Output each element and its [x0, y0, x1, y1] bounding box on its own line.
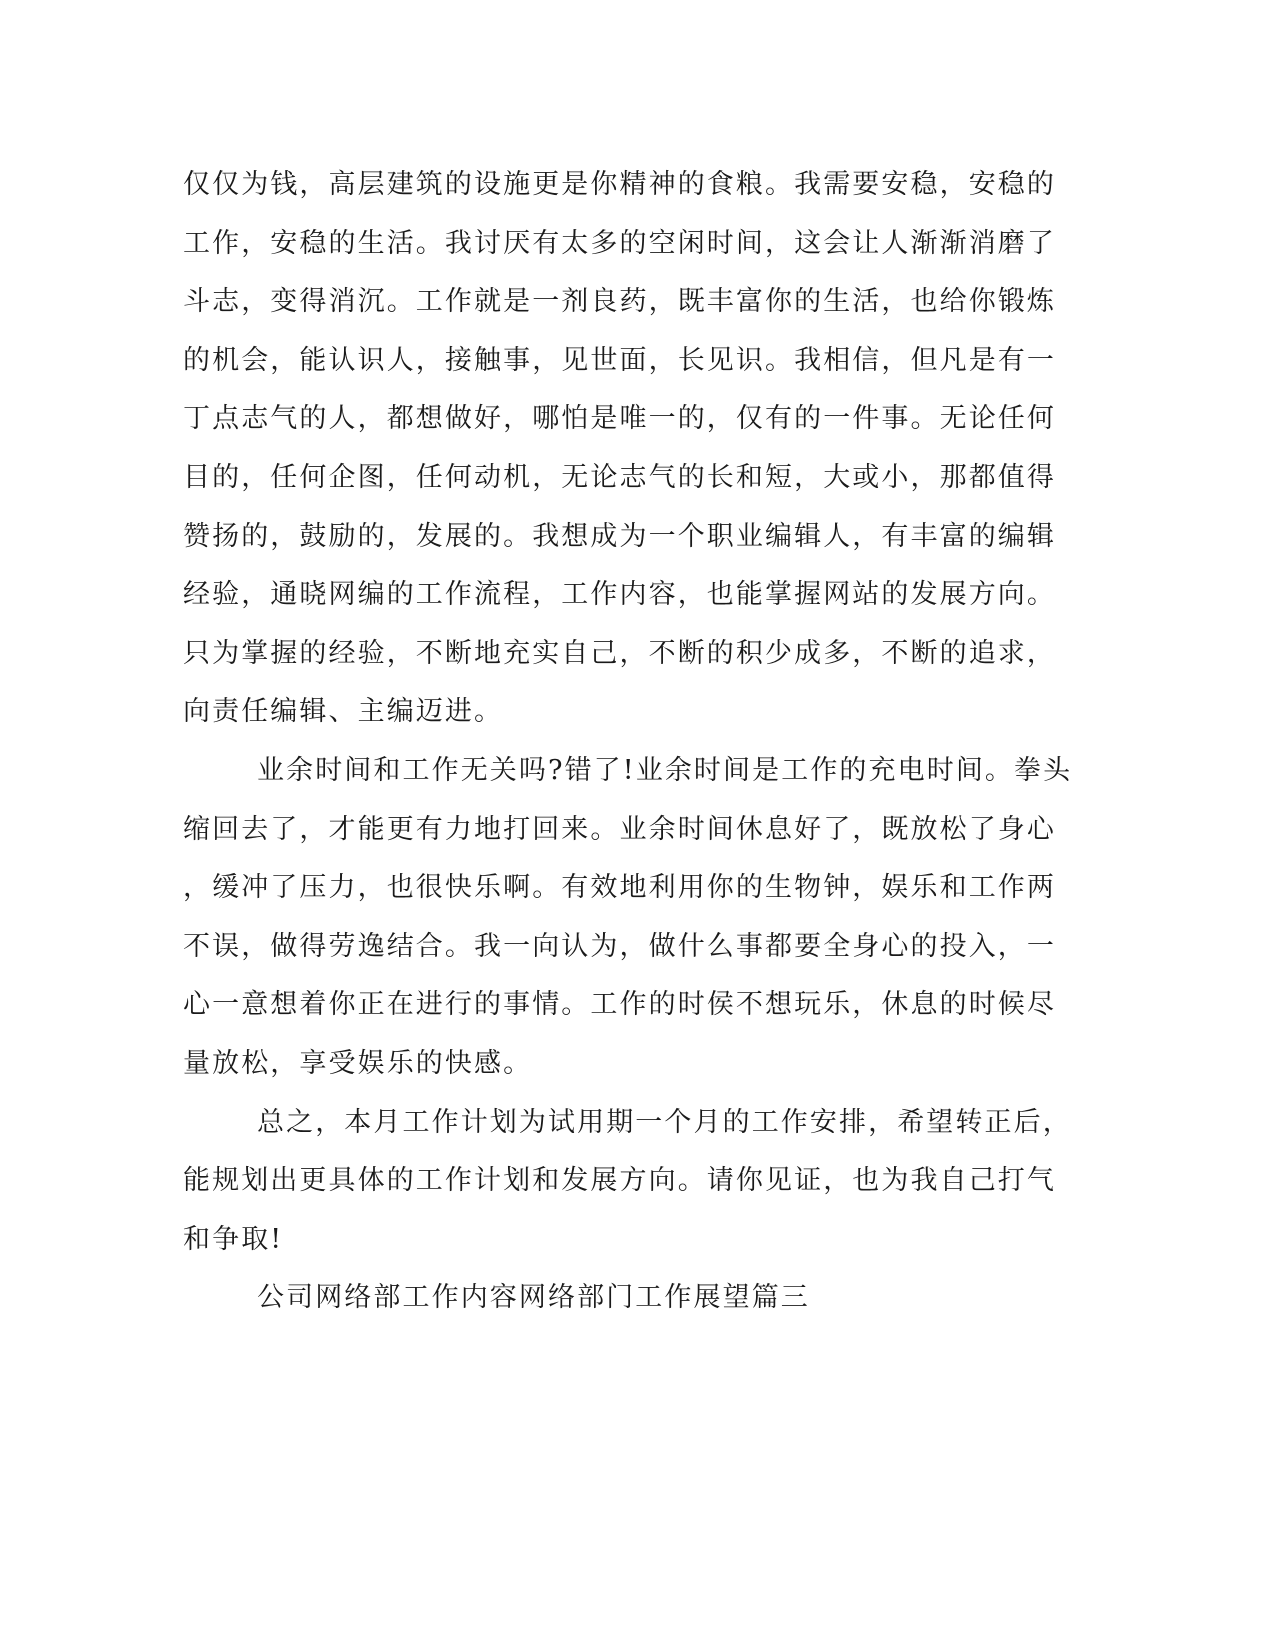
text-line: 向责任编辑、主编迈进。: [183, 696, 504, 728]
section-heading: [183, 1269, 1033, 1328]
text-line: 不误，做得劳逸结合。我一向认为，做什么事都要全身心的投入，一: [183, 930, 1056, 962]
text-line: 经验，通晓网编的工作流程，工作内容，也能掌握网站的发展方向。: [183, 579, 1056, 611]
text-line: 工作，安稳的生活。我讨厌有太多的空闲时间，这会让人渐渐消磨了: [183, 227, 1056, 259]
paragraph-1: [183, 156, 1056, 742]
text-line: 斗志，变得消沉。工作就是一剂良药，既丰富你的生活，也给你锻炼: [183, 286, 1056, 318]
text-line: 业余时间和工作无关吗?错了!业余时间是工作的充电时间。拳头: [257, 754, 1073, 786]
text-line: 的机会，能认识人，接触事，见世面，长见识。我相信，但凡是有一: [183, 344, 1056, 376]
text-line: 缩回去了，才能更有力地打回来。业余时间休息好了，既放松了身心: [183, 813, 1056, 845]
paragraph-3: [183, 1094, 1072, 1270]
text-line: ，缓冲了压力，也很快乐啊。有效地利用你的生物钟，娱乐和工作两: [183, 872, 1056, 904]
text-line: 赞扬的，鼓励的，发展的。我想成为一个职业编辑人，有丰富的编辑: [183, 520, 1056, 552]
paragraph-2: [183, 742, 1073, 1094]
section-heading-text: 公司网络部工作内容网络部门工作展望篇三: [257, 1282, 810, 1314]
text-line: 仅仅为钱，高层建筑的设施更是你精神的食粮。我需要安稳，安稳的: [183, 169, 1056, 200]
text-line: 心一意想着你正在进行的事情。工作的时侯不想玩乐，休息的时候尽: [183, 989, 1056, 1021]
text-line: 和争取!: [183, 1223, 284, 1255]
text-line: 只为掌握的经验，不断地充实自己，不断的积少成多，不断的追求，: [183, 637, 1056, 669]
text-line: 总之，本月工作计划为试用期一个月的工作安排，希望转正后，: [257, 1106, 1072, 1138]
text-line: 丁点志气的人，都想做好，哪怕是唯一的，仅有的一件事。无论任何: [183, 403, 1056, 435]
text-line: 量放松，享受娱乐的快感。: [183, 1047, 533, 1079]
text-line: 能规划出更具体的工作计划和发展方向。请你见证，也为我自己打气: [183, 1165, 1056, 1197]
document-body: [183, 156, 1073, 1328]
text-line: 目的，任何企图，任何动机，无论志气的长和短，大或小，那都值得: [183, 461, 1056, 493]
